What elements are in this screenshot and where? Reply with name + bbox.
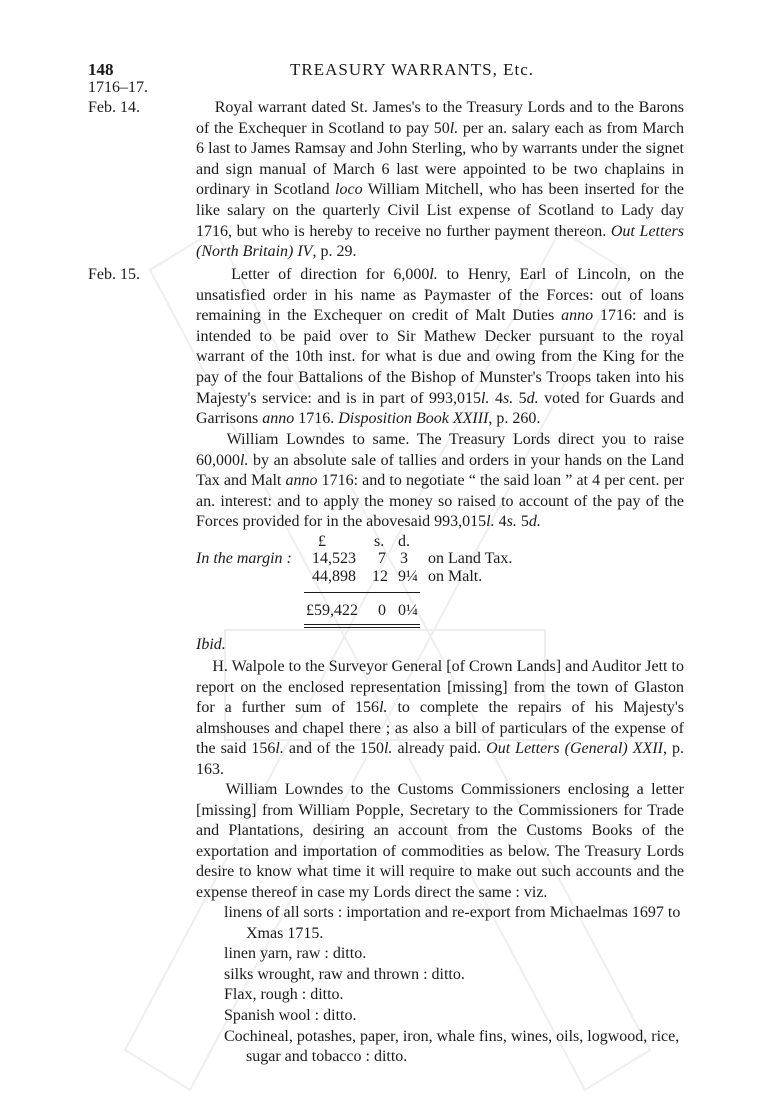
total-rule — [304, 627, 420, 628]
table-cell: 7 — [378, 550, 386, 567]
list-item: linen yarn, raw : ditto. — [224, 945, 367, 963]
running-title: TREASURY WARRANTS, Etc. — [290, 60, 535, 79]
total-rule — [304, 624, 420, 625]
pence-header: d. — [398, 533, 410, 550]
table-cell: 3 — [400, 550, 408, 567]
list-item: Cochineal, potashes, paper, iron, whale fins, wines, oils, logwood, rice, sugar and tobacco : ditto. — [224, 1027, 680, 1066]
entry-text: William Lowndes to the Customs Commissioners enclosing a letter [missing] from William Popple, Secretary to the Commissioners for Trade and Plantations, desiring an account from the Customs Books of the exportation and importation of commodities as below. The Treasury Lords desire to know what time it will require to make out such accounts and the expense thereof in case my Lords direct the same : viz. — [196, 781, 684, 901]
list-item: silks wrought, raw and thrown : ditto. — [224, 965, 465, 983]
commodity-list — [224, 903, 684, 1068]
entry-text: H. Walpole to the Surveyor General [of Crown Lands] and Auditor Jett to report on the enclosed representation [missing] from the town of Glaston for a further sum of 156l. to complete the repairs of his Majesty's almshouses and chapel there ; as also a bill of particulars of the expense of the said 156l. and of the 150l. already paid. Out Letters (General) XXII, p. 163. — [196, 658, 685, 778]
entry-text: Letter of direction for 6,000l. to Henry, Earl of Lincoln, on the unsatisfied order in his name as Paymaster of the Forces: out of loans remaining in the Exchequer on credit of Malt Duties anno 1716: and is intended to be paid over to Sir Mathew Decker pursuant to the royal warrant of the 10th inst. for what is due and owing from the King for the pay of the four Battalions of the Bishop of Munster's Troops taken into his Majesty's service: and is in part of 993,015l. 4s. 5d. voted for Guards and Garrisons anno 1716. Disposition Book XXIII, p. 260. — [196, 266, 685, 428]
sum-rule — [304, 592, 420, 593]
table-cell: on Malt. — [428, 568, 483, 585]
table-total: 0 — [378, 602, 386, 619]
table-cell: 14,523 — [312, 550, 356, 567]
table-cell: 12 — [372, 568, 388, 585]
table-cell: 44,898 — [312, 568, 356, 585]
table-cell: on Land Tax. — [428, 550, 513, 567]
ibid-reference: Ibid. — [196, 636, 226, 653]
page-number: 148 — [88, 60, 114, 79]
entry-text: Royal warrant dated St. James's to the Treasury Lords and to the Barons of the Exchequer in Scotland to pay 50l. per an. salary each as from March 6 last to James Ramsay and John Sterling, who by warrants under the signet and sign manual of March 6 last were appointed to be two chaplains in ordinary in Scotland loco William Mitchell, who has been inserted for the like salary on the quarterly Civil List expense of Scotland to Lady day 1716, but who is hereby to receive no further payment thereon. Out Letters (North Britain) IV, p. 29. — [196, 99, 685, 261]
list-item: Flax, rough : ditto. — [224, 986, 344, 1004]
table-total: 0¼ — [398, 602, 418, 619]
list-item: linens of all sorts : importation and re-export from Michaelmas 1697 to Xmas 1715. — [224, 904, 681, 942]
year-label: 1716–17. — [88, 79, 148, 96]
shilling-header: s. — [374, 533, 385, 550]
entry-date: Feb. 14. — [88, 99, 140, 116]
pound-header: £ — [318, 533, 326, 550]
table-total: £59,422 — [306, 602, 358, 619]
entry-date: Feb. 15. — [88, 266, 140, 283]
margin-label: In the margin : — [196, 550, 292, 567]
entry-text: William Lowndes to same. The Treasury Lords direct you to raise 60,000l. by an absolute sale of tallies and orders in your hands on the Land Tax and Malt anno 1716: and to negotiate “ the said loan ” at 4 per cent. per an. interest: and to apply the money so raised to account of the pay of the Forces provided for in the abovesaid 993,015l. 4s. 5d. — [196, 431, 685, 531]
table-cell: 9¼ — [398, 568, 418, 585]
list-item: Spanish wool : ditto. — [224, 1006, 357, 1024]
